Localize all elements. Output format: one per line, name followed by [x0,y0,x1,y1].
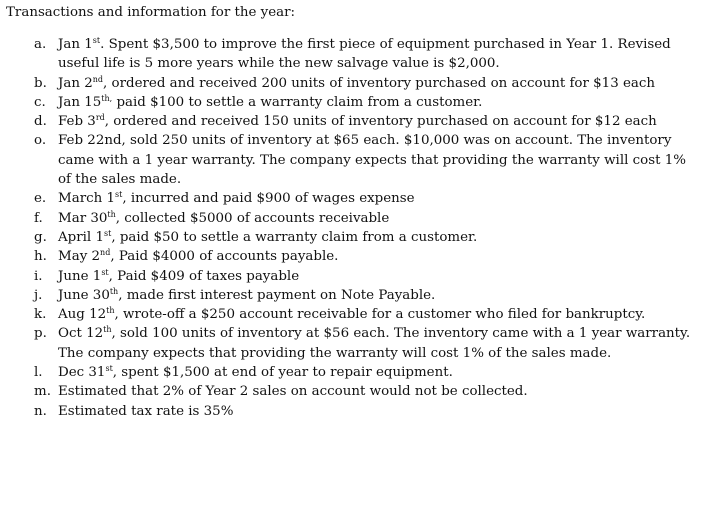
list-item [0,305,711,324]
item-text-superscript: nd [100,248,111,258]
item-text-superscript: st [92,36,101,45]
item-text [58,131,699,189]
item-text-main: June 30 [58,287,110,303]
item-text-rest: paid $100 to settle a warranty claim from a customer. [112,94,483,110]
list-item [0,74,711,93]
item-text-main: Feb 22nd, sold 250 units of inventory at $65 each. $10,000 was on account. The inventory came with a 1 year warranty. The company expects that providing the warranty will cost 1% of the sales made. [58,133,686,188]
list-marker: c. [34,94,46,110]
item-text-superscript: nd [92,74,104,84]
item-text-rest: , incurred and paid $900 of wages expense [122,191,415,207]
item-text-superscript: th [107,209,116,219]
item-text [58,305,699,324]
item-text-main: March 1 [58,191,115,207]
item-text [58,247,699,266]
item-text-main: Estimated tax rate is 35% [58,403,234,419]
list-item [0,93,711,112]
list-marker: l. [34,365,43,381]
list-item [0,402,711,421]
list-marker: a. [34,37,47,52]
item-text-superscript: th [103,325,112,335]
item-text-main: Oct 12 [58,326,104,342]
item-text-rest: , wrote-off a $250 account receivable for a customer who filed for bankruptcy. [114,307,646,323]
item-text-superscript: st [115,190,123,200]
item-text-main: Dec 31 [58,365,106,381]
list-marker: k. [34,307,47,323]
list-item [0,189,711,208]
list-item [0,228,711,247]
item-text-rest: , collected $5000 of accounts receivable [115,210,390,226]
list-marker: h. [34,249,47,265]
transaction-list [0,35,711,421]
item-text-superscript: st [101,267,109,277]
list-marker: d. [34,114,47,130]
list-marker: n. [34,403,47,419]
list-item [0,363,711,382]
list-item [0,286,711,305]
list-item [0,131,711,189]
list-item [0,324,711,363]
list-marker: m. [34,384,51,400]
list-marker: i. [34,268,43,284]
item-text-rest: , Paid $4000 of accounts payable. [110,249,339,265]
item-text [58,209,699,228]
list-item [0,112,711,131]
item-text [58,112,699,131]
item-text-main: Jan 15 [58,94,102,110]
item-text-rest: , Paid $409 of taxes payable [108,268,300,284]
list-item [0,267,711,286]
item-text-superscript: th [109,286,119,296]
item-text-main: Mar 30 [58,210,108,226]
item-text-superscript: st [104,228,112,238]
list-marker: o. [34,133,47,149]
item-text-rest: , sold 100 units of inventory at $56 each. The inventory came with a 1 year warranty. The company expects that providing the warranty will cost 1% of the sales made. [58,326,691,361]
item-text-superscript: st [105,364,113,374]
item-text-rest: , ordered and received 200 units of inventory purchased on account for $13 each [103,75,655,91]
list-marker: j. [34,287,43,303]
list-item [0,247,711,266]
list-item [0,209,711,228]
item-text-main: Feb 3 [58,114,96,130]
item-text-superscript: rd [95,113,105,123]
item-text-main: June 1 [58,268,102,284]
list-marker: b. [34,75,47,91]
item-text-main: Jan 1 [58,37,93,52]
list-item [0,382,711,401]
list-item [0,35,711,74]
item-text-rest: , paid $50 to settle a warranty claim from a customer. [111,229,478,245]
item-text-superscript: th [106,306,115,316]
item-text [58,402,699,421]
list-marker: p. [34,326,47,342]
item-text [58,228,699,247]
item-text [58,363,699,382]
item-text [58,382,699,401]
list-marker: e. [34,191,47,207]
item-text [58,286,699,305]
item-text [58,74,699,93]
item-text-rest: , ordered and received 150 units of inventory purchased on account for $12 each [104,114,657,130]
list-marker: g. [34,229,47,245]
item-text [58,35,699,74]
item-text-main: May 2 [58,249,101,265]
document-title: Transactions and information for the year: [6,5,296,20]
item-text [58,267,699,286]
item-text [58,324,699,363]
item-text-rest: , made first interest payment on Note Payable. [118,287,436,303]
item-text-main: Aug 12 [58,307,107,323]
list-marker: f. [34,210,43,226]
item-text [58,189,699,208]
item-text-main: Estimated that 2% of Year 2 sales on account would not be collected. [58,384,528,400]
item-text-rest: , spent $1,500 at end of year to repair equipment. [112,365,453,381]
item-text-main: April 1 [58,229,104,245]
item-text-rest: . Spent $3,500 to improve the first piece of equipment purchased in Year 1. Revised useful life is 5 more years while the new salvage value is $2,000. [58,37,671,72]
item-text [58,93,699,112]
item-text-superscript: th, [101,93,113,103]
item-text-main: Jan 2 [58,75,93,91]
